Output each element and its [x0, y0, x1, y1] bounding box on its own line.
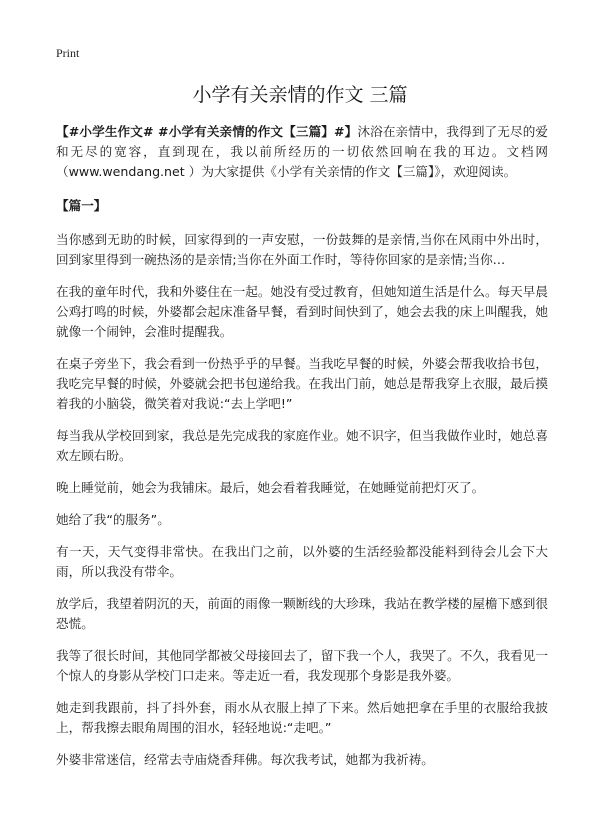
paragraph: 她给了我“的服务”。	[56, 512, 170, 527]
paragraph: 在我的童年时代，我和外婆住在一起。她没有受过教育，但她知道生活是什么。每天早晨公鸡打鸣的时候，外婆都会起床准备早餐，看到时间快到了，她会去我的床上叫醒我，她就像一个闹钟，会准时提醒我。	[56, 284, 548, 339]
article-body	[56, 122, 548, 782]
paragraph: 有一天，天气变得非常快。在我出门之前，以外婆的生活经验都没能料到待会儿会下大雨，所以我没有带伞。	[56, 544, 548, 579]
paragraph: 放学后，我望着阴沉的天，前面的雨像一颗断线的大珍珠，我站在教学楼的屋檐下感到很恐慌。	[56, 596, 548, 631]
paragraph: 每当我从学校回到家，我总是先完成我的家庭作业。她不识字，但当我做作业时，她总喜欢左顾右盼。	[56, 428, 548, 463]
intro-text: 沐浴在亲情中，我得到了无尽的爱和无尽的宽容，直到现在，我以前所经历的一切依然回响在我的耳边。文档网（www.wendang.net ）为大家提供《小学有关亲情的作文【三篇】》，欢迎阅读。	[56, 124, 549, 179]
paragraph: 当你感到无助的时候，回家得到的一声安慰，一份鼓舞的是亲情,当你在风雨中外出时，回到家里得到一碗热汤的是亲情;当你在外面工作时，等待你回家的是亲情;当你…	[56, 232, 548, 267]
paragraph: 外婆非常迷信，经常去寺庙烧香拜佛。每次我考试，她都为我祈祷。	[56, 752, 434, 767]
paragraph: 她走到我跟前，抖了抖外套，雨水从衣服上掉了下来。然后她把拿在手里的衣服给我披上，帮我擦去眼角周围的泪水，轻轻地说:“走吧。”	[56, 700, 548, 735]
page-title: 小学有关亲情的作文 三篇	[192, 84, 408, 106]
intro-paragraph	[56, 122, 548, 182]
paragraph: 在桌子旁坐下，我会看到一份热乎乎的早餐。当我吃早餐的时候，外婆会帮我收拾书包，我吃完早餐的时候，外婆就会把书包递给我。在我出门前，她总是帮我穿上衣服，最后摸着我的小脑袋，微笑着对我说:“去上学吧!”	[56, 356, 548, 411]
paragraph: 晚上睡觉前，她会为我铺床。最后，她会看着我睡觉，在她睡觉前把灯灭了。	[56, 480, 485, 495]
paragraph: 我等了很长时间，其他同学都被父母接回去了，留下我一个人，我哭了。不久，我看见一个惊人的身影从学校门口走来。等走近一看，我发现那个身影是我外婆。	[56, 648, 548, 683]
print-link[interactable]: Print	[56, 46, 80, 60]
intro-tag: 【#小学生作文# #小学有关亲情的作文【三篇】#】	[56, 124, 358, 139]
section-heading: 【篇一】	[56, 198, 107, 213]
